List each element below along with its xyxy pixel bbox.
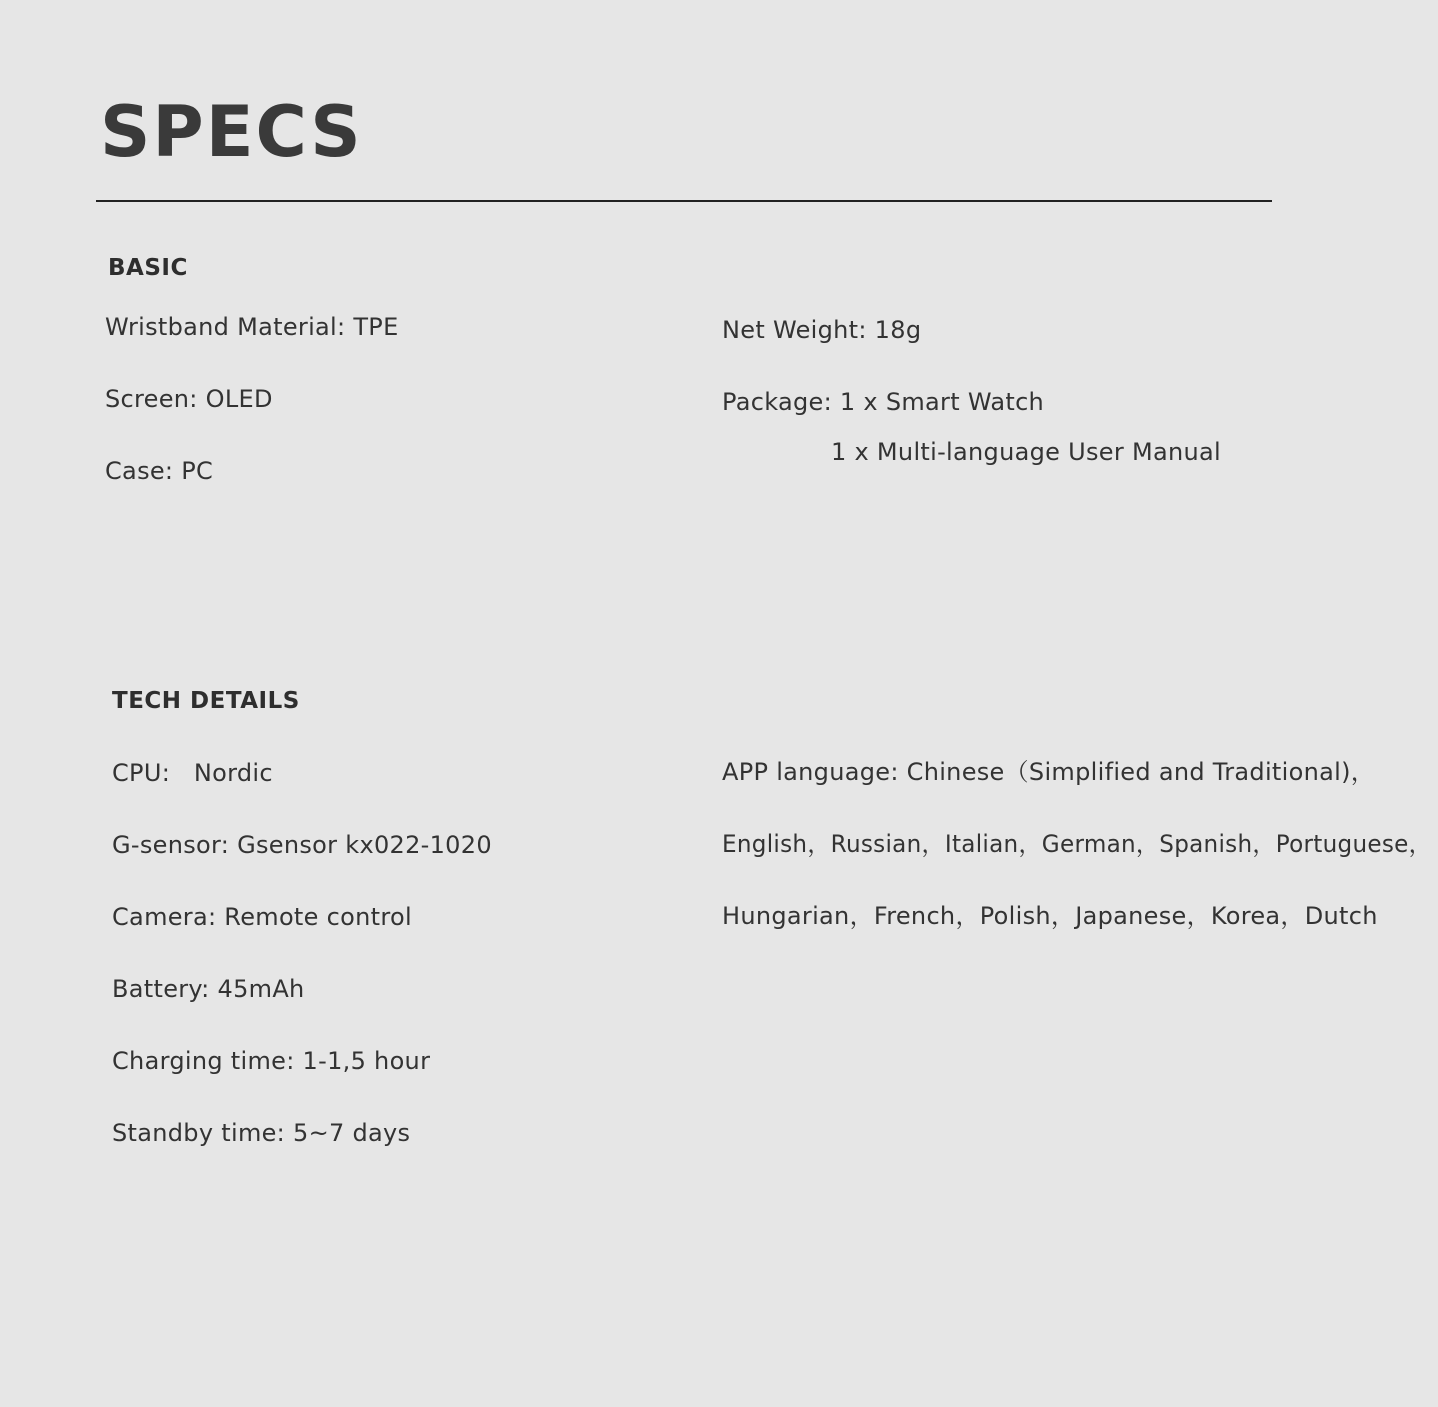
- spec-standby-time: Standby time: 5~7 days: [112, 1119, 411, 1147]
- page-title: SPECS: [100, 91, 363, 173]
- spec-camera: Camera: Remote control: [112, 903, 412, 931]
- spec-app-language-line2: English，Russian，Italian，German，Spanish，Portuguese，: [722, 830, 1432, 858]
- section-heading-tech-details: TECH DETAILS: [112, 688, 300, 714]
- spec-battery: Battery: 45mAh: [112, 975, 305, 1003]
- spec-app-language-line1: APP language: Chinese（Simplified and Traditional)，: [722, 758, 1376, 786]
- spec-case: Case: PC: [105, 457, 214, 485]
- spec-wristband-material: Wristband Material: TPE: [105, 313, 399, 341]
- spec-charging-time: Charging time: 1-1,5 hour: [112, 1047, 431, 1075]
- title-divider: [96, 200, 1272, 202]
- spec-package: Package: 1 x Smart Watch: [722, 388, 1045, 416]
- spec-cpu: CPU: Nordic: [112, 759, 273, 787]
- spec-screen: Screen: OLED: [105, 385, 273, 413]
- spec-package-manual: 1 x Multi-language User Manual: [831, 438, 1221, 466]
- spec-app-language-line3: Hungarian，French，Polish，Japanese，Korea，Dutch: [722, 902, 1378, 930]
- section-heading-basic: BASIC: [108, 255, 188, 281]
- spec-net-weight: Net Weight: 18g: [722, 316, 922, 344]
- spec-g-sensor: G-sensor: Gsensor kx022-1020: [112, 831, 492, 859]
